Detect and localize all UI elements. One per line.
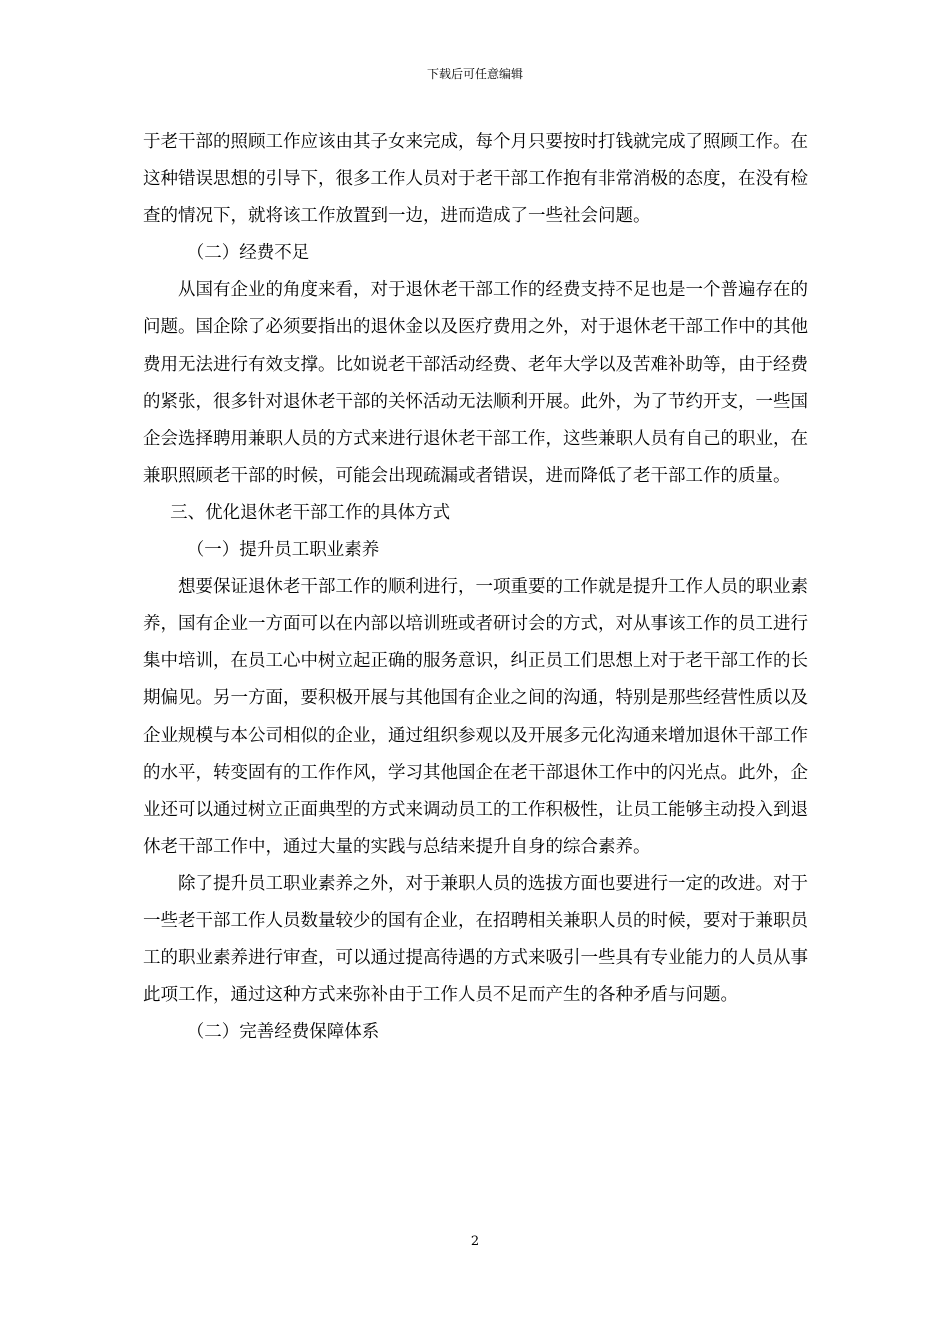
paragraph-funding: 从国有企业的角度来看，对于退休老干部工作的经费支持不足也是一个普遍存在的问题。国企除了必须要指出的退休金以及医疗费用之外，对于退休老干部工作中的其他费用无法进行有效支撑。比如说老干部活动经费、老年大学以及苦难补助等，由于经费的紧张，很多针对退休老干部的关怀活动无法顺利开展。此外，为了节约开支，一些国企会选择聘用兼职人员的方式来进行退休老干部工作，这些兼职人员有自己的职业，在兼职照顾老干部的时候，可能会出现疏漏或者错误，进而降低了老干部工作的质量。	[143, 280, 808, 486]
page-header: 下载后可任意编辑	[426, 67, 523, 81]
document-body	[143, 124, 808, 1051]
section-heading-optimization: 三、优化退休老干部工作的具体方式	[170, 502, 451, 523]
page-number: 2	[470, 1234, 480, 1249]
paragraph-part-time-staff: 除了提升员工职业素养之外，对于兼职人员的选拔方面也要进行一定的改进。对于一些老干部工作人员数量较少的国有企业，在招聘相关兼职人员的时候，要对于兼职员工的职业素养进行审查，可以通过提高待遇的方式来吸引一些具有专业能力的人员从事此项工作，通过这种方式来弥补由于工作人员不足而产生的各种矛盾与问题。	[143, 873, 808, 1006]
paragraph-professional-quality: 想要保证退休老干部工作的顺利进行，一项重要的工作就是提升工作人员的职业素养，国有企业一方面可以在内部以培训班或者研讨会的方式，对从事该工作的员工进行集中培训，在员工心中树立起正确的服务意识，纠正员工们思想上对于老干部工作的长期偏见。另一方面，要积极开展与其他国有企业之间的沟通，特别是那些经营性质以及企业规模与本公司相似的企业，通过组织参观以及开展多元化沟通来增加退休干部工作的水平，转变固有的工作作风，学习其他国企在老干部退休工作中的闪光点。此外，企业还可以通过树立正面典型的方式来调动员工的工作积极性，让员工能够主动投入到退休老干部工作中，通过大量的实践与总结来提升自身的综合素养。	[143, 577, 808, 857]
section-heading-professional-quality: （一）提升员工职业素养	[186, 540, 380, 561]
paragraph-continuation: 于老干部的照顾工作应该由其子女来完成，每个月只要按时打钱就完成了照顾工作。在这种错误思想的引导下，很多工作人员对于老干部工作抱有非常消极的态度，在没有检查的情况下，就将该工作放置到一边，进而造成了一些社会问题。	[143, 132, 808, 227]
section-heading-funding-system: （二）完善经费保障体系	[186, 1022, 380, 1043]
section-heading-insufficient-funding: （二）经费不足	[186, 243, 310, 264]
